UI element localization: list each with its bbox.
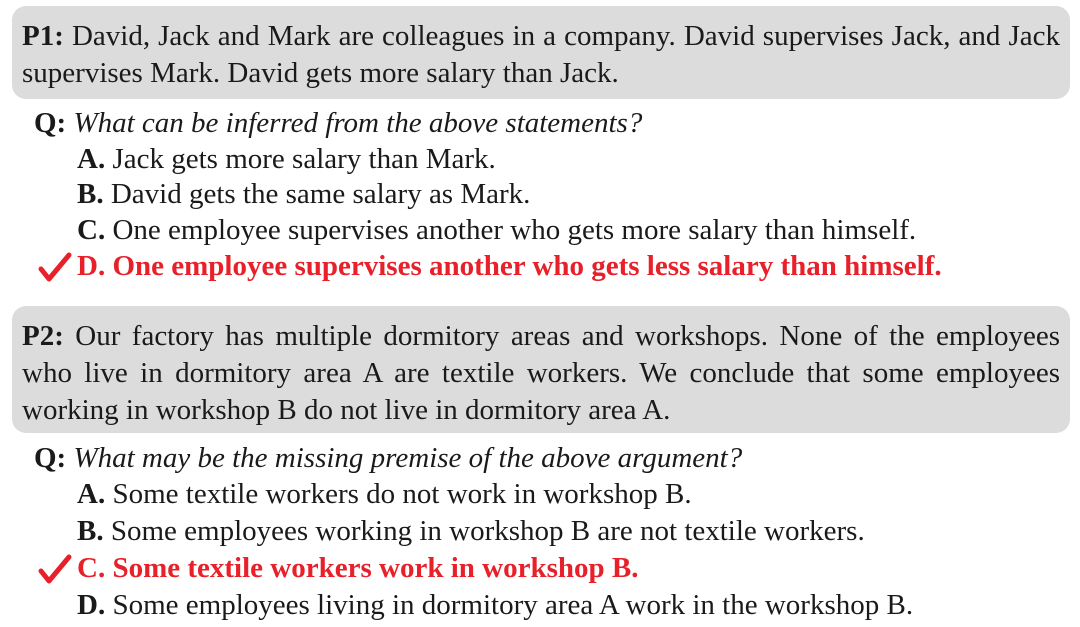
option-text: Jack gets more salary than Mark. (112, 143, 496, 175)
question-text: What can be inferred from the above statements? (73, 107, 643, 139)
checkmark-icon (38, 252, 72, 282)
option-text: Some employees living in dormitory area A work in the workshop B. (112, 589, 914, 621)
option-label: B. (77, 178, 104, 210)
option-label: B. (77, 515, 104, 547)
premise-label: P1: (22, 20, 64, 52)
option-p1-d-correct (77, 248, 942, 285)
option-text: Some textile workers do not work in workshop B. (112, 478, 692, 510)
question-label: Q: (34, 107, 67, 139)
option-text: Some employees working in workshop B are not textile workers. (110, 515, 865, 547)
option-label: D. (77, 250, 106, 282)
question-text: What may be the missing premise of the above argument? (73, 442, 743, 474)
option-p1-b (77, 176, 530, 213)
option-label: C. (77, 214, 106, 246)
option-p1-a (77, 141, 496, 178)
premise-text: David, Jack and Mark are colleagues in a company. David supervises Jack, and Jack supervises Mark. David gets more salary than Jack. (22, 20, 1060, 89)
option-p2-d (77, 587, 913, 624)
option-label: C. (77, 552, 106, 584)
option-text: Some textile workers work in workshop B. (112, 552, 639, 584)
option-text: One employee supervises another who gets more salary than himself. (112, 214, 917, 246)
premise-box-p1 (12, 6, 1070, 99)
option-label: A. (77, 478, 106, 510)
option-label: D. (77, 589, 106, 621)
option-text: David gets the same salary as Mark. (110, 178, 531, 210)
premise-box-p2 (12, 306, 1070, 433)
question-label: Q: (34, 442, 67, 474)
premise-text: Our factory has multiple dormitory areas and workshops. None of the employees who live in dormitory area A are textile workers. We conclude that some employees working in workshop B do not live in dormitory area A. (22, 320, 1061, 426)
option-p2-b (77, 513, 865, 550)
option-label: A. (77, 143, 106, 175)
option-p1-c (77, 212, 916, 249)
question-p1 (34, 105, 642, 142)
option-p2-c-correct (77, 550, 638, 587)
premise-label: P2: (22, 320, 64, 352)
option-p2-a (77, 476, 692, 513)
checkmark-icon (38, 554, 72, 584)
option-text: One employee supervises another who gets less salary than himself. (112, 250, 942, 282)
question-p2 (34, 440, 742, 477)
